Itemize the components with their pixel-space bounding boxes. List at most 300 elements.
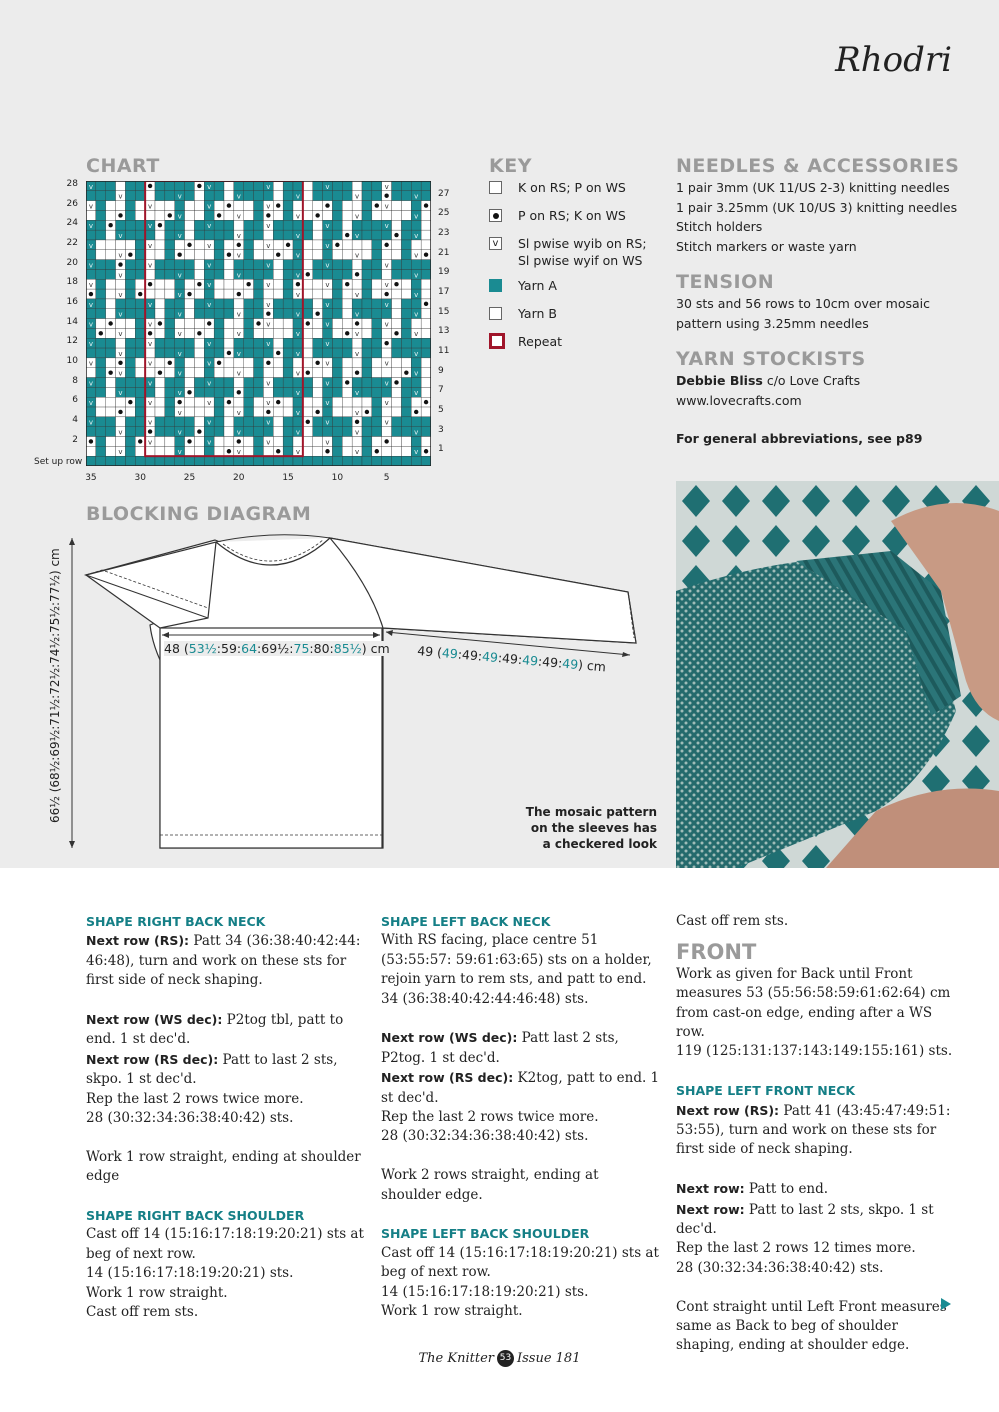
chart-cell [382, 210, 392, 220]
chart-cell [372, 378, 382, 388]
chart-cell [313, 201, 323, 211]
stockists-heading: YARN STOCKISTS [676, 348, 866, 370]
chart-cell [116, 417, 126, 427]
chart-cell [155, 397, 165, 407]
size-value: 49 [441, 645, 459, 662]
chart-cell [382, 446, 392, 456]
chart-cell [165, 328, 175, 338]
chart-cell [273, 269, 283, 279]
chart-cell [214, 250, 224, 260]
purl-dot [207, 321, 211, 325]
chart-cell [293, 220, 303, 230]
paragraph: Rep the last 2 rows twice more. [381, 1109, 599, 1126]
chest-measurement: 48 (53½:59:64:69½:75:80:85½) cm [164, 641, 390, 656]
chart-cell [185, 427, 195, 437]
chart-cell [125, 260, 135, 270]
chart-cell [273, 358, 283, 368]
chart-cell [185, 397, 195, 407]
chart-cell [421, 319, 431, 329]
purl-dot [276, 351, 280, 355]
setup-row-label: Set up row [34, 457, 83, 467]
chart-cell [332, 201, 342, 211]
chart-cell [372, 230, 382, 240]
chart-cell [224, 260, 234, 270]
chart-cell [303, 328, 313, 338]
chart-cell [244, 358, 254, 368]
slip-mark: v [266, 340, 271, 349]
slip-mark: v [177, 369, 182, 378]
chart-cell [165, 269, 175, 279]
chart-cell [155, 358, 165, 368]
chart-cell [214, 279, 224, 289]
chart-cell [323, 427, 333, 437]
size-value: 49 [561, 655, 579, 673]
chart-cell [155, 201, 165, 211]
chart-cell [125, 456, 135, 466]
chart-cell [214, 446, 224, 456]
chart-cell [273, 437, 283, 447]
chart-cell [214, 417, 224, 427]
purl-dot [276, 400, 280, 404]
chart-cell [332, 368, 342, 378]
slip-mark: v [88, 320, 94, 329]
slip-mark: v [266, 418, 271, 427]
chart-cell [254, 289, 264, 299]
purl-dot [266, 213, 270, 217]
slip-mark: v [325, 261, 330, 270]
chart-cell [185, 358, 195, 368]
chart-cell [155, 407, 165, 417]
slip-mark: v [177, 330, 182, 339]
slip-mark: v [354, 389, 360, 398]
chart-cell [372, 456, 382, 466]
purl-dot [237, 292, 241, 296]
chart-cell [96, 427, 106, 437]
chart-cell [125, 446, 135, 456]
size-value: 64 [241, 641, 258, 656]
chart-cell [352, 437, 362, 447]
chart-cell [362, 299, 372, 309]
chart-cell [185, 407, 195, 417]
chart-cell [303, 446, 313, 456]
chart-cell [283, 387, 293, 397]
chart-cell [372, 210, 382, 220]
chart-cell [145, 387, 155, 397]
chart-cell [86, 348, 96, 358]
slip-mark: v [354, 330, 360, 339]
chart-cell [135, 446, 145, 456]
slip-mark: v [236, 231, 241, 240]
chart-cell [254, 269, 264, 279]
chart-cell [392, 269, 402, 279]
slip-mark: v [325, 379, 330, 388]
row-label: 18 [66, 277, 78, 288]
purl-dot [197, 429, 201, 433]
slip-mark: v [147, 438, 153, 447]
chart-cell [165, 299, 175, 309]
chart-cell [224, 368, 234, 378]
chart-cell [116, 319, 126, 329]
chart-cell [332, 191, 342, 201]
chart-cell [224, 230, 234, 240]
chart-cell [234, 279, 244, 289]
chart-cell [382, 387, 392, 397]
column-label: 25 [183, 473, 196, 483]
purl-dot [177, 253, 181, 257]
chart-cell [194, 378, 204, 388]
purl-dot [345, 331, 349, 335]
chart-cell [313, 319, 323, 329]
chart-cell [313, 250, 323, 260]
slip-mark: v [236, 349, 241, 358]
purl-dot [158, 223, 162, 227]
chart-cell [96, 210, 106, 220]
chart-cell [214, 427, 224, 437]
chart-cell [244, 181, 254, 191]
purl-dot [217, 361, 221, 365]
slip-mark: v [354, 212, 360, 221]
chart-cell [254, 210, 264, 220]
chart-cell [372, 269, 382, 279]
chart-cell [421, 191, 431, 201]
chart-cell [185, 299, 195, 309]
chart-cell [204, 348, 214, 358]
chart-cell [401, 250, 411, 260]
chart-cell [401, 260, 411, 270]
slip-mark: v [384, 281, 389, 290]
chart-cell [135, 299, 145, 309]
chart-cell [283, 220, 293, 230]
purl-dot [315, 311, 319, 315]
purl-dot [187, 292, 191, 296]
chart-cell [224, 417, 234, 427]
paragraph: Cast off 14 (15:16:17:18:19:20:21) sts at beg of next row. [86, 1226, 364, 1262]
slip-mark: v [384, 261, 389, 270]
purl-dot [355, 321, 359, 325]
chart-cell [313, 328, 323, 338]
chart-cell [352, 456, 362, 466]
chart-cell [224, 456, 234, 466]
slip-mark: v [236, 369, 241, 378]
chart-cell [244, 378, 254, 388]
chart-cell [175, 378, 185, 388]
chart-cell [273, 328, 283, 338]
chart-cell [224, 210, 234, 220]
row-label: 7 [438, 385, 444, 396]
chart-cell [96, 319, 106, 329]
paragraph: Next row (RS): Patt 41 (43:45:47:49:51: 53:55), turn and work on these sts for first side of neck shaping. [676, 1102, 951, 1158]
purl-dot [394, 380, 398, 384]
purl-dot [227, 449, 231, 453]
chart-cell [303, 191, 313, 201]
chart-cell [194, 338, 204, 348]
chart-cell [244, 191, 254, 201]
chart-cell [332, 407, 342, 417]
chart-cell [106, 309, 116, 319]
slip-mark: v [295, 330, 301, 339]
chart-cell [401, 240, 411, 250]
slip-mark: v [207, 300, 212, 309]
chart-cell [303, 407, 313, 417]
chart-cell [125, 387, 135, 397]
chart-cell [392, 358, 402, 368]
chart-cell [155, 210, 165, 220]
column-1 [86, 912, 366, 1322]
chart-cell [372, 299, 382, 309]
chart-cell [342, 407, 352, 417]
chart-cell [194, 437, 204, 447]
chart-cell [392, 446, 402, 456]
chart-cell [135, 407, 145, 417]
purl-dot [89, 439, 93, 443]
chart-cell [254, 201, 264, 211]
chart-cell [224, 299, 234, 309]
column-2 [381, 912, 661, 1321]
chart-cell [155, 378, 165, 388]
size-value: :49: [497, 650, 523, 668]
chart-cell [401, 220, 411, 230]
chart-cell [165, 260, 175, 270]
v-square-icon: v [489, 237, 502, 250]
chart-cell [165, 240, 175, 250]
slip-mark: v [118, 349, 123, 358]
sleeve-photo [676, 481, 999, 868]
chart-cell [135, 427, 145, 437]
chart-cell [116, 201, 126, 211]
chart-cell [372, 279, 382, 289]
size-value: :49: [457, 646, 483, 664]
slip-mark: v [118, 310, 123, 319]
purl-dot [266, 361, 270, 365]
chart-cell [254, 240, 264, 250]
slip-mark: v [266, 300, 271, 309]
chart-cell [214, 437, 224, 447]
chart-cell [165, 181, 175, 191]
chart-cell [155, 446, 165, 456]
chart-cell [362, 309, 372, 319]
chart-cell [332, 378, 342, 388]
chart-cell [273, 230, 283, 240]
chart-cell [303, 309, 313, 319]
chart-cell [411, 456, 421, 466]
slip-mark: v [295, 448, 301, 457]
slip-mark: v [384, 418, 389, 427]
size-value: 85½ [333, 641, 362, 656]
chart-cell [106, 289, 116, 299]
paragraph: Work 2 rows straight, ending at shoulder edge. [381, 1167, 599, 1203]
paragraph: With RS facing, place centre 51 (53:55:57: 59:61:63:65) sts on a holder, rejoin yarn to rem sts, and patt to end. [381, 932, 652, 988]
chart-cell [362, 397, 372, 407]
chart-cell [244, 201, 254, 211]
chart-cell [185, 368, 195, 378]
chart-cell [135, 358, 145, 368]
slip-mark: v [266, 241, 271, 250]
chart-cell [96, 201, 106, 211]
continue-arrow-icon [941, 1298, 951, 1310]
row-label: 26 [66, 198, 78, 209]
chart-cell [194, 417, 204, 427]
chart-cell [125, 279, 135, 289]
chart-cell [155, 191, 165, 201]
chart-cell [194, 220, 204, 230]
chart-cell [372, 260, 382, 270]
chart-cell [135, 279, 145, 289]
slip-mark: v [88, 241, 94, 250]
chart-cell [283, 437, 293, 447]
row-label: 28 [66, 179, 78, 189]
chart-cell [135, 309, 145, 319]
chart-cell [165, 309, 175, 319]
chart-cell [323, 230, 333, 240]
chart-cell [135, 250, 145, 260]
chart-cell [313, 299, 323, 309]
chart-cell [185, 269, 195, 279]
chart-cell [224, 437, 234, 447]
slip-mark: v [414, 428, 419, 437]
chart-cell [401, 456, 411, 466]
chart-cell [362, 191, 372, 201]
chart-cell [214, 289, 224, 299]
slip-mark: v [266, 261, 271, 270]
shape-left-back-shoulder-heading: SHAPE LEFT BACK SHOULDER [381, 1226, 590, 1242]
chart-cell [254, 230, 264, 240]
chart-cell [204, 269, 214, 279]
chart-cell [125, 299, 135, 309]
paragraph: Work 1 row straight. [381, 1303, 523, 1320]
chart-cell [313, 348, 323, 358]
chart-cell [342, 250, 352, 260]
purl-dot [315, 410, 319, 414]
chart-cell [234, 319, 244, 329]
chart-cell [155, 338, 165, 348]
chart-cell [106, 437, 116, 447]
chart-cell [263, 289, 273, 299]
chart-cell [273, 220, 283, 230]
purl-dot [384, 292, 388, 296]
row-label: 1 [438, 444, 444, 455]
purl-dot [187, 243, 191, 247]
chart-cell [293, 299, 303, 309]
chart-cell [204, 446, 214, 456]
chart-cell [273, 319, 283, 329]
chart-cell [204, 250, 214, 260]
chart-cell [244, 456, 254, 466]
chart-cell [421, 456, 431, 466]
chart-cell [244, 309, 254, 319]
purl-dot [296, 282, 300, 286]
chart-cell [116, 378, 126, 388]
slip-mark: v [88, 359, 94, 368]
chart-cell [392, 319, 402, 329]
chart-cell [392, 220, 402, 230]
chart-cell [382, 368, 392, 378]
chart-cell [372, 328, 382, 338]
chart-cell [106, 240, 116, 250]
chart-cell [342, 210, 352, 220]
slip-mark: v [325, 399, 330, 408]
chart-cell [313, 417, 323, 427]
chart-cell [106, 269, 116, 279]
chart-cell [293, 378, 303, 388]
chart-cell [185, 446, 195, 456]
chart-cell [254, 427, 264, 437]
chart-cell [96, 279, 106, 289]
chart-cell [401, 387, 411, 397]
chart-cell [96, 181, 106, 191]
purl-dot [148, 184, 152, 188]
purl-dot [414, 410, 418, 414]
chart-cell [382, 309, 392, 319]
chart-cell [362, 437, 372, 447]
chart-cell [401, 201, 411, 211]
chart-cell [155, 437, 165, 447]
slip-mark: v [354, 192, 360, 201]
purl-dot [128, 400, 132, 404]
chart-cell [263, 446, 273, 456]
chart-cell [401, 446, 411, 456]
chart-cell [254, 417, 264, 427]
chart-cell [392, 368, 402, 378]
chart-cell [392, 338, 402, 348]
tension-text: 30 sts and 56 rows to 10cm over mosaic pattern using 3.25mm needles [676, 296, 931, 331]
purl-dot [325, 203, 329, 207]
chart-cell [96, 299, 106, 309]
chart-cell [392, 210, 402, 220]
chart-cell [293, 240, 303, 250]
chart-cell [421, 269, 431, 279]
page-number-badge: 53 [497, 1350, 514, 1367]
chart-cell [185, 230, 195, 240]
chart-cell [372, 240, 382, 250]
slip-mark: v [325, 281, 330, 290]
slip-mark: v [325, 320, 330, 329]
chart-cell [185, 456, 195, 466]
chart-cell [401, 348, 411, 358]
purl-dot [148, 331, 152, 335]
paragraph: Work 1 row straight, ending at shoulder edge [86, 1148, 361, 1185]
chart-cell [401, 279, 411, 289]
chart-cell [342, 220, 352, 230]
slip-mark: v [207, 379, 212, 388]
chart-cell [313, 368, 323, 378]
chart-cell [293, 417, 303, 427]
chart-cell [342, 417, 352, 427]
chart-cell [332, 387, 342, 397]
chart-cell [421, 338, 431, 348]
chart-cell [224, 289, 234, 299]
chart-cell [125, 191, 135, 201]
chart-cell [224, 407, 234, 417]
chart-cell [224, 181, 234, 191]
chart-cell [352, 358, 362, 368]
purl-dot [384, 243, 388, 247]
slip-mark: v [414, 192, 419, 201]
chart-cell [421, 437, 431, 447]
chart-cell [96, 269, 106, 279]
purl-dot [108, 223, 112, 227]
chart-cell [254, 378, 264, 388]
chart-cell [362, 348, 372, 358]
chart-cell [372, 319, 382, 329]
purl-dot [128, 253, 132, 257]
chart-cell [332, 269, 342, 279]
chart-cell [185, 181, 195, 191]
chart-cell [165, 279, 175, 289]
chart-cell [283, 210, 293, 220]
slip-mark: v [295, 310, 301, 319]
chart-cell [313, 437, 323, 447]
chart-cell [313, 260, 323, 270]
